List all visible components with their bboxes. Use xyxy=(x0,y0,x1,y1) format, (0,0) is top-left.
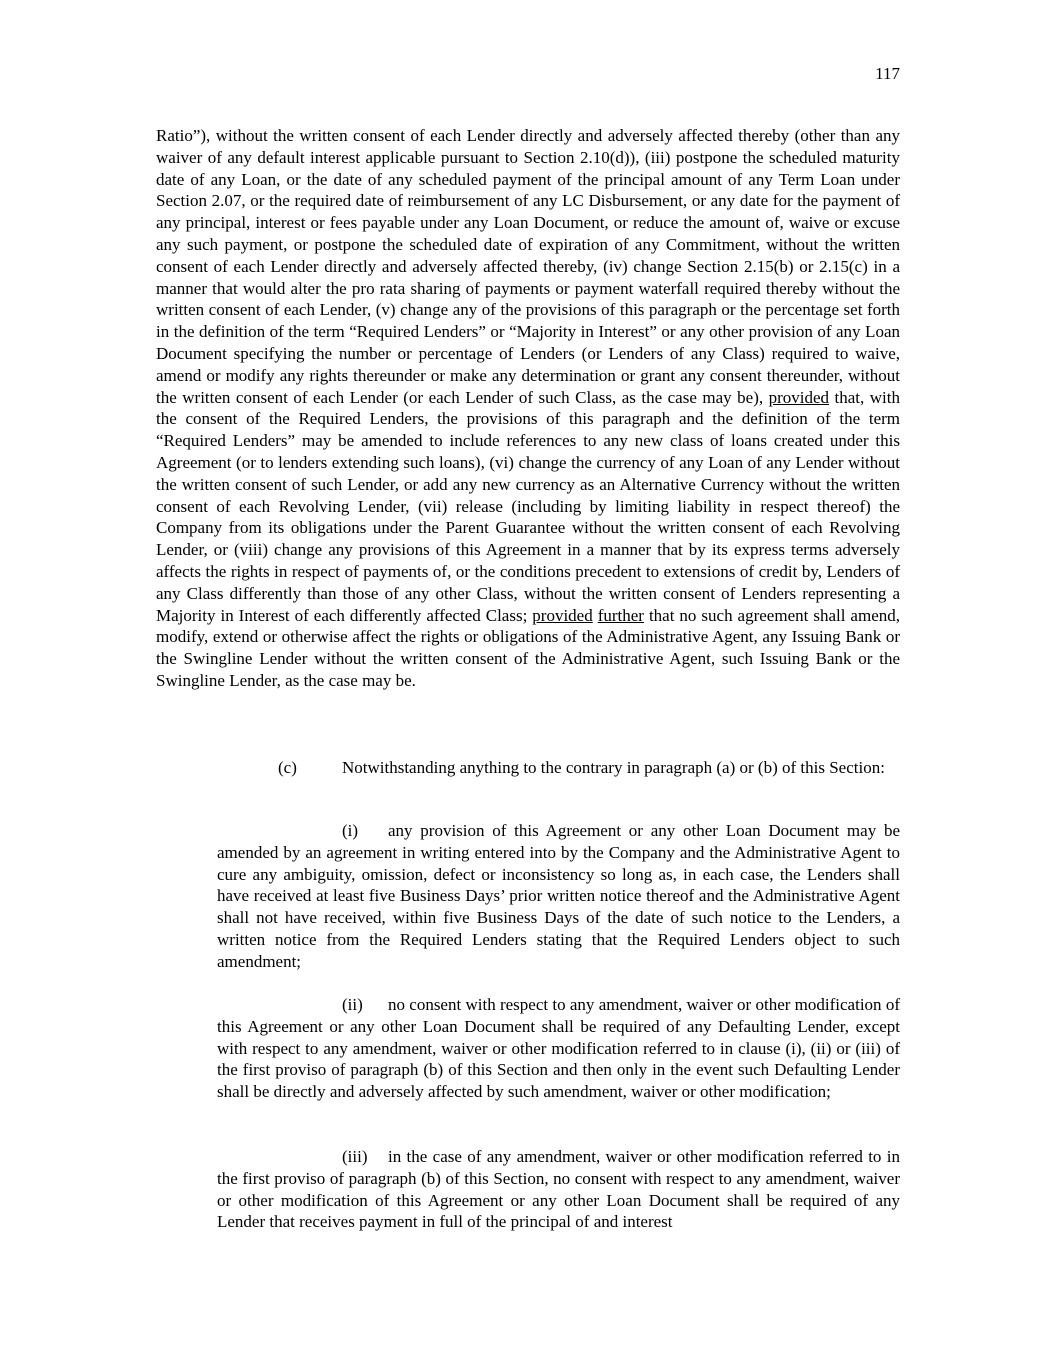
clause-i xyxy=(217,820,900,973)
clause-ii-marker: (ii) xyxy=(342,995,363,1014)
clause-i-marker: (i) xyxy=(342,821,359,840)
provided-term: provided xyxy=(768,387,830,407)
section-c-text: Notwithstanding anything to the contrary in paragraph (a) or (b) of this Section: xyxy=(342,758,885,777)
further-term: further xyxy=(597,605,644,625)
clause-iii-text: in the case of any amendment, waiver or other modification referred to in the first proviso of paragraph (b) of this Section, no consent with respect to any amendment, waiver or other modification of this Agreement or any other Loan Document shall be required of any Lender that receives payment in full of the principal of and interest xyxy=(217,1147,900,1232)
section-c-marker: (c) xyxy=(278,758,297,777)
main-paragraph xyxy=(156,125,900,692)
main-paragraph-text-1: Ratio”), without the written consent of each Lender directly and adversely affected thereby (other than any waiver of any default interest applicable pursuant to Section 2.10(d)), (iii) postpone the scheduled maturity date of any Loan, or the date of any scheduled payment of the principal amount of any Term Loan under Section 2.07, or the required date of reimbursement of any LC Disbursement, or any date for the payment of any principal, interest or fees payable under any Loan Document, or reduce the amount of, waive or excuse any such payment, or postpone the scheduled date of expiration of any Commitment, without the written consent of each Lender directly and adversely affected thereby, (iv) change Section 2.15(b) or 2.15(c) in a manner that would alter the pro rata sharing of payments or payment waterfall required thereby without the written consent of each Lender, (v) change any of the provisions of this paragraph or the percentage set forth in the definition of the term “Required Lenders” or “Majority in Interest” or any other provision of any Loan Document specifying the number or percentage of Lenders (or Lenders of any Class) required to waive, amend or modify any rights thereunder or make any determination or grant any consent thereunder, without the written consent of each Lender (or each Lender of such Class, as the case may be), xyxy=(156,126,900,407)
main-paragraph-text-2: that, with the consent of the Required Lenders, the provisions of this paragraph and the definition of the term “Required Lenders” may be amended to include references to any new class of loans created under this Agreement (or to lenders extending such loans), (vi) change the currency of any Loan of any Lender without the written consent of such Lender, or add any new currency as an Alternative Currency without the written consent of each Revolving Lender, (vii) release (including by limiting liability in respect thereof) the Company from its obligations under the Parent Guarantee without the written consent of each Revolving Lender, or (viii) change any provisions of this Agreement in a manner that by its express terms adversely affects the rights in respect of payments of, or the conditions precedent to extensions of credit by, Lenders of any Class differently than those of any other Class, without the written consent of Lenders representing a Majority in Interest of each differently affected Class; xyxy=(156,387,901,625)
main-paragraph-text-3: that no such agreement shall amend, modify, extend or otherwise affect the rights or obligations of the Administrative Agent, any Issuing Bank or the Swingline Lender without the written consent of the Administrative Agent, such Issuing Bank or the Swingline Lender, as the case may be. xyxy=(156,605,900,690)
page-number: 117 xyxy=(875,64,900,83)
clause-i-text: any provision of this Agreement or any other Loan Document may be amended by an agreement in writing entered into by the Company and the Administrative Agent to cure any ambiguity, omission, defect or inconsistency so long as, in each case, the Lenders shall have received at least five Business Days’ prior written notice thereof and the Administrative Agent shall not have received, within five Business Days of the date of such notice to the Lenders, a written notice from the Required Lenders stating that the Required Lenders object to such amendment; xyxy=(217,821,900,971)
clause-ii xyxy=(217,994,900,1103)
clause-ii-text: no consent with respect to any amendment, waiver or other modification of this Agreement or any other Loan Document shall be required of any Defaulting Lender, except with respect to any amendment, waiver or other modification referred to in clause (i), (ii) or (iii) of the first proviso of paragraph (b) of this Section and then only in the event such Defaulting Lender shall be directly and adversely affected by such amendment, waiver or other modification; xyxy=(217,995,900,1102)
section-c-paragraph xyxy=(156,757,900,779)
clause-iii-marker: (iii) xyxy=(342,1147,368,1166)
clause-iii xyxy=(217,1146,900,1233)
provided-term-2: provided xyxy=(532,605,593,625)
